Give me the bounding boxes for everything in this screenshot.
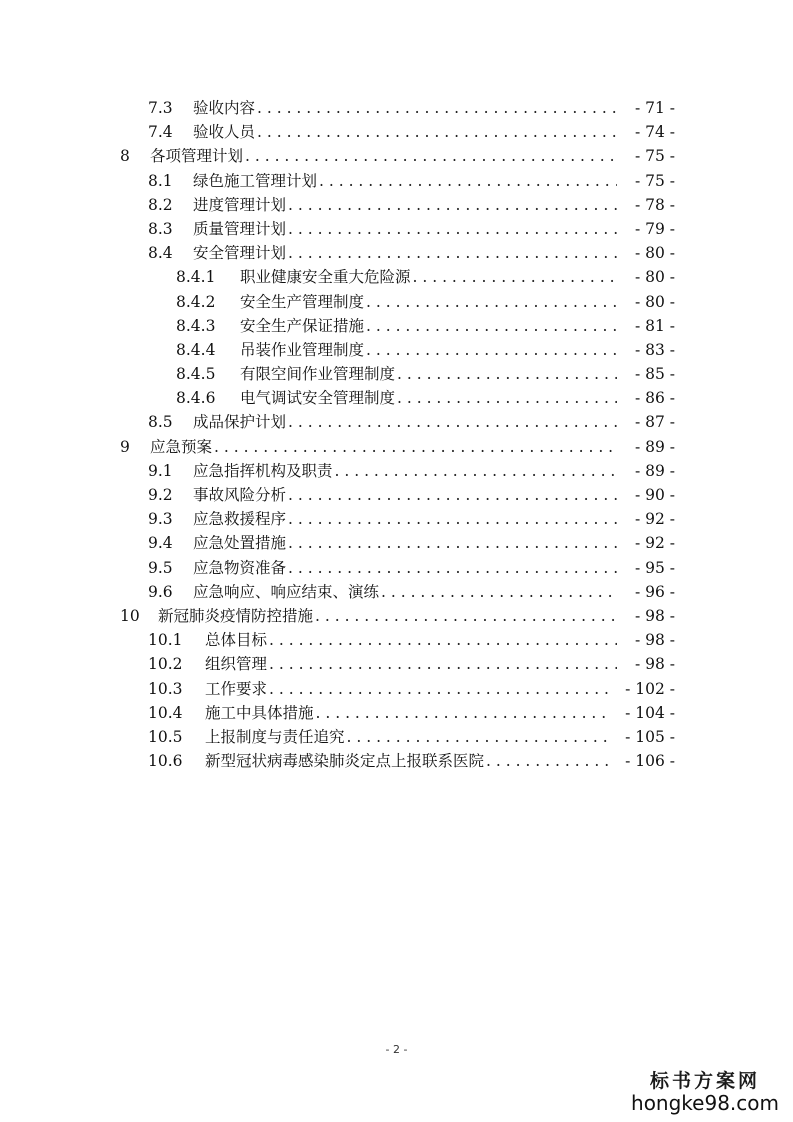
toc-entry-page: - 92 - [634, 510, 675, 529]
toc-dot-leader [397, 386, 617, 410]
toc-entry-number: 9.3 [148, 510, 173, 529]
toc-entry-number: 8.4.3 [176, 316, 216, 335]
toc-dot-leader [288, 193, 617, 217]
toc-entry-title: 总体目标 [205, 631, 268, 650]
toc-dot-leader [288, 241, 617, 265]
toc-dot-leader [366, 338, 617, 362]
toc-entry[interactable] [0, 241, 793, 265]
toc-entry[interactable] [0, 459, 793, 483]
toc-entry-title: 新型冠状病毒感染肺炎定点上报联系医院 [205, 752, 485, 771]
toc-entry-title: 应急处置措施 [193, 534, 287, 553]
toc-entry-title: 应急响应、响应结束、演练 [193, 582, 380, 601]
toc-dot-leader [288, 483, 617, 507]
toc-entry-page: - 75 - [634, 171, 675, 190]
toc-entry-number: 10.1 [148, 631, 183, 650]
toc-dot-leader [413, 265, 617, 289]
toc-entry-page: - 104 - [625, 703, 675, 722]
toc-entry-number: 8.1 [148, 171, 173, 190]
toc-dot-leader [315, 604, 617, 628]
toc-entry-title: 安全管理计划 [193, 244, 287, 263]
toc-entry[interactable] [0, 193, 793, 217]
toc-entry-title: 进度管理计划 [193, 195, 287, 214]
toc-entry-number: 8.4 [148, 244, 173, 263]
toc-dot-leader [288, 217, 617, 241]
toc-dot-leader [397, 362, 617, 386]
toc-entry[interactable] [0, 386, 793, 410]
toc-entry-page: - 79 - [634, 219, 675, 238]
toc-entry-title: 上报制度与责任追究 [205, 727, 345, 746]
toc-dot-leader [245, 144, 617, 168]
toc-entry-number: 8.4.6 [176, 389, 216, 408]
toc-entry-title: 应急物资准备 [193, 558, 287, 577]
toc-entry[interactable] [0, 435, 793, 459]
toc-entry-title: 施工中具体措施 [205, 703, 314, 722]
toc-entry-page: - 81 - [634, 316, 675, 335]
toc-entry[interactable] [0, 580, 793, 604]
toc-entry[interactable] [0, 483, 793, 507]
toc-entry-page: - 80 - [634, 268, 675, 287]
toc-entry-title: 安全生产保证措施 [240, 316, 365, 335]
toc-entry[interactable] [0, 507, 793, 531]
toc-entry-page: - 80 - [634, 292, 675, 311]
toc-entry[interactable] [0, 677, 793, 701]
toc-dot-leader [269, 677, 609, 701]
toc-dot-leader [269, 652, 617, 676]
toc-entry[interactable] [0, 556, 793, 580]
toc-entry-number: 10.2 [148, 655, 183, 674]
toc-dot-leader [366, 290, 617, 314]
toc-entry-page: - 85 - [634, 365, 675, 384]
toc-entry-title: 绿色施工管理计划 [193, 171, 318, 190]
toc-entry-number: 8.2 [148, 195, 173, 214]
toc-entry-page: - 90 - [634, 486, 675, 504]
toc-dot-leader [257, 96, 617, 120]
toc-entry-number: 7.4 [148, 123, 173, 142]
toc-entry[interactable] [0, 749, 793, 773]
toc-entry-number: 8.4.2 [176, 292, 216, 311]
toc-entry-number: 10.4 [148, 703, 183, 722]
toc-entry-page: - 80 - [634, 244, 675, 263]
toc-entry-page: - 95 - [634, 558, 675, 577]
watermark [631, 1066, 779, 1115]
toc-entry-page: - 89 - [634, 461, 675, 480]
toc-entry[interactable] [0, 120, 793, 144]
toc-entry[interactable] [0, 701, 793, 725]
toc-entry-number: 10.6 [148, 752, 183, 771]
toc-entry-page: - 71 - [634, 99, 675, 117]
toc-entry-title: 应急指挥机构及职责 [193, 461, 333, 480]
toc-entry-number: 9.2 [148, 486, 173, 504]
page-number: - 2 - [385, 1043, 408, 1056]
toc-entry-number: 10 [120, 606, 140, 625]
toc-entry-number: 9.4 [148, 534, 173, 553]
toc-entry-page: - 106 - [625, 752, 675, 771]
toc-entry-page: - 89 - [634, 437, 675, 456]
toc-entry-number: 10.5 [148, 727, 183, 746]
toc-entry-number: 10.3 [148, 679, 183, 698]
toc-entry[interactable] [0, 96, 793, 120]
toc-entry-number: 9 [120, 437, 130, 456]
toc-entry-title: 有限空间作业管理制度 [240, 365, 396, 384]
toc-dot-leader [214, 435, 617, 459]
toc-entry-number: 8.4.4 [176, 340, 216, 359]
toc-entry[interactable] [0, 362, 793, 386]
toc-dot-leader [335, 459, 617, 483]
toc-entry-title: 应急预案 [150, 437, 213, 456]
toc-dot-leader [366, 314, 617, 338]
toc-entry-title: 电气调试安全管理制度 [240, 389, 396, 408]
toc-entry-title: 组织管理 [205, 655, 268, 674]
toc-entry-title: 事故风险分析 [193, 486, 287, 504]
toc-entry[interactable] [0, 169, 793, 193]
toc-entry-number: 9.5 [148, 558, 173, 577]
toc-entry-page: - 102 - [625, 679, 675, 698]
toc-entry-number: 8.4.5 [176, 365, 216, 384]
toc-entry[interactable] [0, 725, 793, 749]
toc-entry-number: 9.6 [148, 582, 173, 601]
toc-entry[interactable] [0, 314, 793, 338]
toc-entry[interactable] [0, 217, 793, 241]
toc-dot-leader [486, 749, 609, 773]
toc-entry-number: 8.4.1 [176, 268, 216, 287]
toc-entry-number: 8.3 [148, 219, 173, 238]
toc-entry-title: 应急救援程序 [193, 510, 287, 529]
toc-entry[interactable] [0, 144, 793, 168]
toc-entry[interactable] [0, 410, 793, 434]
toc-entry[interactable] [0, 604, 793, 628]
table-of-contents [0, 96, 793, 773]
toc-dot-leader [319, 169, 617, 193]
toc-entry[interactable] [0, 652, 793, 676]
toc-entry-title: 各项管理计划 [150, 147, 244, 166]
toc-dot-leader [269, 628, 617, 652]
toc-dot-leader [288, 410, 617, 434]
toc-dot-leader [288, 556, 617, 580]
toc-entry-title: 工作要求 [205, 679, 268, 698]
toc-entry-number: 8 [120, 147, 130, 166]
toc-entry-page: - 105 - [625, 727, 675, 746]
toc-entry-title: 成品保护计划 [193, 413, 287, 432]
toc-entry-number: 7.3 [148, 99, 173, 117]
toc-entry-page: - 98 - [634, 606, 675, 625]
watermark-chinese: 标书方案网 [650, 1070, 761, 1092]
toc-entry-page: - 92 - [634, 534, 675, 553]
toc-entry[interactable] [0, 290, 793, 314]
toc-entry-page: - 83 - [634, 340, 675, 359]
toc-entry-page: - 98 - [634, 655, 675, 674]
toc-entry[interactable] [0, 628, 793, 652]
toc-entry-title: 验收内容 [193, 99, 256, 117]
toc-entry-title: 新冠肺炎疫情防控措施 [158, 606, 314, 625]
toc-entry-title: 质量管理计划 [193, 219, 287, 238]
toc-entry-number: 8.5 [148, 413, 173, 432]
toc-entry-title: 职业健康安全重大危险源 [240, 268, 411, 287]
toc-entry-page: - 75 - [634, 147, 675, 166]
toc-entry-page: - 96 - [634, 582, 675, 601]
watermark-domain: hongke98.com [631, 1091, 779, 1115]
toc-entry[interactable] [0, 338, 793, 362]
toc-entry-title: 验收人员 [193, 123, 256, 142]
toc-entry-page: - 86 - [634, 389, 675, 408]
toc-dot-leader [288, 531, 617, 555]
toc-entry-page: - 98 - [634, 631, 675, 650]
toc-dot-leader [257, 120, 617, 144]
toc-dot-leader [288, 507, 617, 531]
toc-entry-title: 安全生产管理制度 [240, 292, 365, 311]
toc-entry[interactable] [0, 265, 793, 289]
toc-entry[interactable] [0, 531, 793, 555]
toc-dot-leader [347, 725, 609, 749]
toc-entry-page: - 78 - [634, 195, 675, 214]
toc-dot-leader [381, 580, 617, 604]
toc-entry-title: 吊装作业管理制度 [240, 340, 365, 359]
toc-entry-page: - 74 - [634, 123, 675, 142]
toc-dot-leader [316, 701, 609, 725]
toc-entry-number: 9.1 [148, 461, 173, 480]
toc-entry-page: - 87 - [634, 413, 675, 432]
